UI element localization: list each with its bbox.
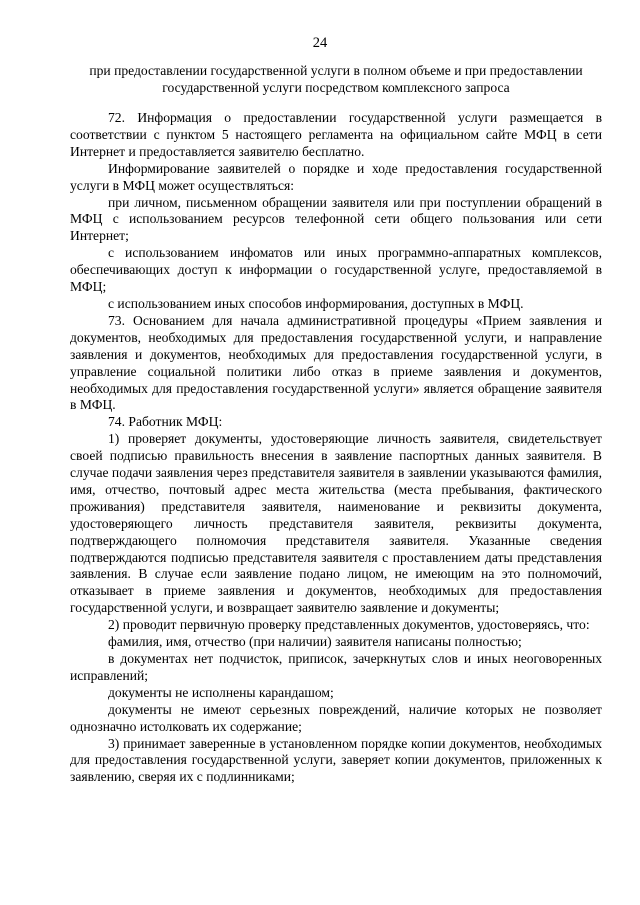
paragraph-informing-personal: при личном, письменном обращении заявителя или при поступлении обращений в МФЦ с использованием ресурсов телефонной сети общего пользования или сети Интернет; bbox=[70, 194, 602, 244]
paragraph-74-item-3: 3) принимает заверенные в установленном порядке копии документов, необходимых для предоставления государственной услуги, заверяет копии документов, приложенных к заявлению, сверяя их с подлинниками; bbox=[70, 735, 602, 785]
paragraph-74: 74. Работник МФЦ: bbox=[108, 414, 223, 430]
paragraph-check-damage: документы не имеют серьезных повреждений, наличие которых не позволяет однозначно истолковать их содержание; bbox=[70, 701, 602, 734]
paragraph-74-item-2: 2) проводит первичную проверку представленных документов, удостоверяясь, что: bbox=[108, 617, 590, 633]
paragraph-74-item-1: 1) проверяет документы, удостоверяющие личность заявителя, свидетельствует своей подписью правильность внесения в заявление паспортных данных заявителя. В случае подачи заявления через представителя заявителя в заявлении указываются фамилия, имя, отчество, почтовый адрес места жительства (места пребывания, фактического проживания) представителя заявителя, наименование и реквизиты документа, удостоверяющего личность представителя заявителя, реквизиты документа, подтверждающего полномочия представителя заявителя. Указанные сведения подтверждаются подписью представителя заявителя с проставлением даты представления заявления. В случае если заявление подано лицом, не имеющим на это полномочий, отказывает в приеме заявления и документов, необходимых для предоставления государственной услуги, и возвращает заявителю заявление и документы; bbox=[70, 431, 602, 616]
paragraph-check-names: фамилия, имя, отчество (при наличии) заявителя написаны полностью; bbox=[108, 634, 522, 650]
document-body bbox=[70, 110, 602, 786]
page-number: 24 bbox=[312, 35, 328, 51]
paragraph-check-pencil: документы не исполнены карандашом; bbox=[108, 684, 334, 700]
paragraph-informing-intro: Информирование заявителей о порядке и ходе предоставления государственной услуги в МФЦ может осуществляться: bbox=[70, 160, 602, 193]
paragraph-informing-kiosks: с использованием инфоматов или иных программно-аппаратных комплексов, обеспечивающих доступ к информации о государственной услуге, предоставляемой в МФЦ; bbox=[70, 245, 602, 295]
paragraph-73: 73. Основанием для начала административной процедуры «Прием заявления и документов, необходимых для предоставления государственной услуги, и направление заявления и документов, необходимых для предоставления государственной услуги, в управление социальной политики либо отказ в приеме заявления и документов, необходимых для предоставления государственной услуги» является обращение заявителя в МФЦ. bbox=[70, 312, 602, 413]
section-heading: при предоставлении государственной услуги в полном объеме и при предоставлении государственной услуги посредством комплексного запроса bbox=[89, 63, 583, 95]
paragraph-check-corrections: в документах нет подчисток, приписок, зачеркнутых слов и иных неоговоренных исправлений; bbox=[70, 651, 602, 683]
paragraph-72: 72. Информация о предоставлении государственной услуги размещается в соответствии с пунктом 5 настоящего регламента на официальном сайте МФЦ в сети Интернет и предоставляется заявителю бесплатно. bbox=[70, 110, 602, 159]
paragraph-informing-other: с использованием иных способов информирования, доступных в МФЦ. bbox=[108, 295, 524, 311]
